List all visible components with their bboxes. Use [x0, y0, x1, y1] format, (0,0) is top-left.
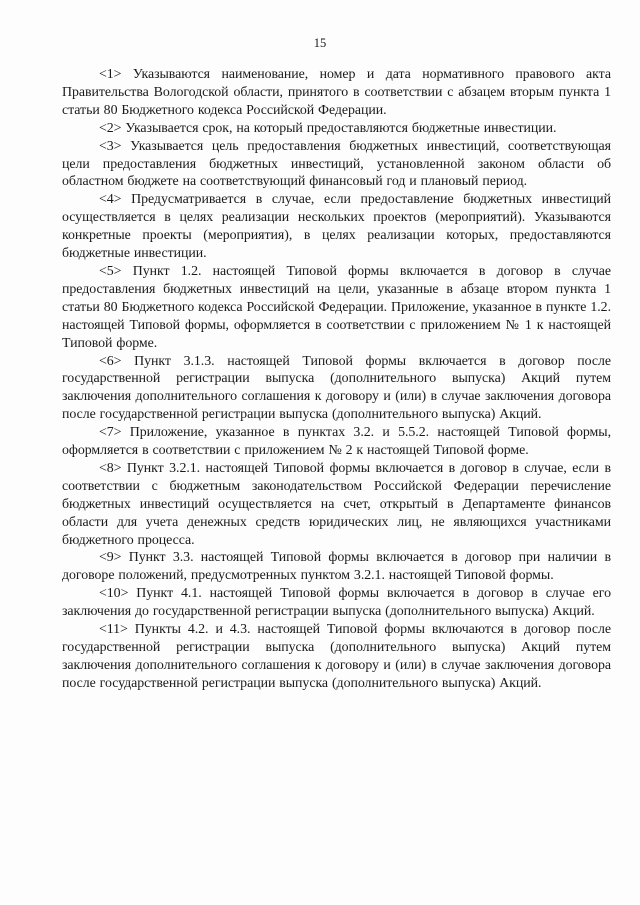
footnote-3: <3> Указывается цель предоставления бюджетных инвестиций, соответствующая цели предоставления бюджетных инвестиций, установленной законом области об областном бюджете на соответствующий финансовый год и плановый период. — [62, 138, 611, 190]
footnote-8: <8> Пункт 3.2.1. настоящей Типовой формы включается в договор в случае, если в соответствии с бюджетным законодательством Российской Федерации перечисление бюджетных инвестиций осуществляется на счет, открытый в Департаменте финансов области для учета денежных средств юридических лиц, не являющихся участниками бюджетного процесса. — [62, 460, 611, 548]
footnotes-list — [62, 66, 611, 693]
footnote-2: <2> Указывается срок, на который предоставляются бюджетные инвестиции. — [99, 120, 557, 136]
footnote-4: <4> Предусматривается в случае, если предоставление бюджетных инвестиций осуществляется в целях реализации нескольких проектов (мероприятий). Указываются конкретные проекты (мероприятия), в целях реализации которых, предоставляются бюджетные инвестиции. — [62, 192, 611, 262]
footnote-5: <5> Пункт 1.2. настоящей Типовой формы включается в договор в случае предоставления бюджетных инвестиций на цели, указанные в абзаце втором пункта 1 статьи 80 Бюджетного кодекса Российской Федерации. Приложение, указанное в пункте 1.2. настоящей Типовой формы, оформляется в соответствии с приложением № 1 к настоящей Типовой форме. — [62, 263, 611, 351]
footnote-9: <9> Пункт 3.3. настоящей Типовой формы включается в договор при наличии в договоре положений, предусмотренных пунктом 3.2.1. настоящей Типовой формы. — [62, 550, 611, 584]
footnote-7: <7> Приложение, указанное в пунктах 3.2. и 5.5.2. настоящей Типовой формы, оформляется в соответствии с приложением № 2 к настоящей Типовой форме. — [62, 425, 611, 459]
footnote-10: <10> Пункт 4.1. настоящей Типовой формы включается в договор в случае его заключения до государственной регистрации выпуска (дополнительного выпуска) Акций. — [62, 586, 611, 620]
footnote-6: <6> Пункт 3.1.3. настоящей Типовой формы включается в договор после государственной регистрации выпуска (дополнительного выпуска) Акций путем заключения дополнительного соглашения к договору и (или) в случае заключения договора после государственной регистрации выпуска (дополнительного выпуска) Акций. — [62, 353, 611, 423]
footnote-11: <11> Пункты 4.2. и 4.3. настоящей Типовой формы включаются в договор после государственной регистрации выпуска (дополнительного выпуска) Акций путем заключения дополнительного соглашения к договору и (или) в случае заключения договора после государственной регистрации выпуска (дополнительного выпуска) Акций. — [62, 622, 611, 691]
footnote-1: <1> Указываются наименование, номер и дата нормативного правового акта Правительства Вологодской области, принятого в соответствии с абзацем вторым пункта 1 статьи 80 Бюджетного кодекса Российской Федерации. — [62, 67, 611, 118]
page-number: 15 — [313, 36, 327, 50]
